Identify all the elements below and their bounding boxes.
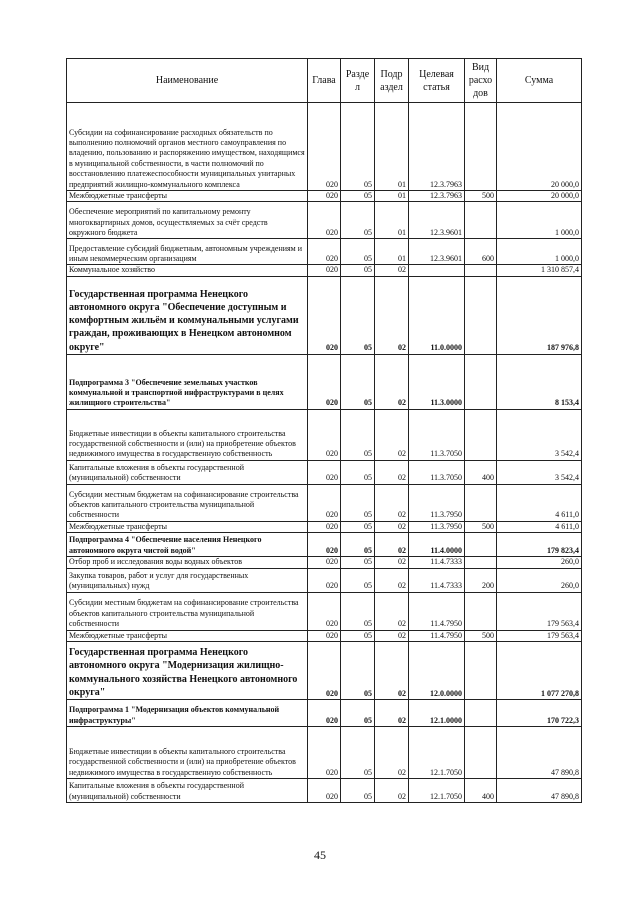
row-name: Бюджетные инвестиции в объекты капитального строительства государственной собственности и (или) на приобретение объектов недвижимого имущества в государственную собственность bbox=[67, 409, 308, 460]
row-section: 05 bbox=[341, 409, 375, 460]
row-subsection: 02 bbox=[375, 630, 409, 641]
row-section: 05 bbox=[341, 779, 375, 803]
row-chapter: 020 bbox=[308, 592, 341, 630]
row-section: 05 bbox=[341, 521, 375, 532]
table-row bbox=[67, 630, 582, 641]
row-amount: 179 563,4 bbox=[497, 592, 582, 630]
row-name: Подпрограмма 3 "Обеспечение земельных участков коммунальной и транспортной инфраструктурами в целях жилищного строительства" bbox=[67, 354, 308, 409]
row-name: Закупка товаров, работ и услуг для государственных (муниципальных) нужд bbox=[67, 568, 308, 592]
row-section: 05 bbox=[341, 533, 375, 557]
row-target: 11.3.7950 bbox=[409, 484, 465, 521]
row-amount: 1 000,0 bbox=[497, 202, 582, 239]
row-target: 11.3.7950 bbox=[409, 521, 465, 532]
header-row bbox=[67, 59, 582, 103]
row-section: 05 bbox=[341, 239, 375, 265]
row-subsection: 02 bbox=[375, 568, 409, 592]
row-target bbox=[409, 265, 465, 276]
row-expense-type: 200 bbox=[465, 568, 497, 592]
row-expense-type bbox=[465, 533, 497, 557]
row-name: Отбор проб и исследования воды водных объектов bbox=[67, 557, 308, 568]
table-row bbox=[67, 409, 582, 460]
row-chapter: 020 bbox=[308, 533, 341, 557]
row-expense-type bbox=[465, 265, 497, 276]
row-expense-type bbox=[465, 103, 497, 191]
table-row bbox=[67, 202, 582, 239]
row-name: Обеспечение мероприятий по капитальному ремонту многоквартирных домов, осуществляемых за счёт средств окружного бюджета bbox=[67, 202, 308, 239]
row-section: 05 bbox=[341, 202, 375, 239]
row-section: 05 bbox=[341, 700, 375, 727]
row-chapter: 020 bbox=[308, 460, 341, 484]
row-subsection: 02 bbox=[375, 533, 409, 557]
row-chapter: 020 bbox=[308, 700, 341, 727]
row-subsection: 02 bbox=[375, 557, 409, 568]
table-row bbox=[67, 557, 582, 568]
row-amount: 260,0 bbox=[497, 557, 582, 568]
row-name: Межбюджетные трансферты bbox=[67, 521, 308, 532]
row-section: 05 bbox=[341, 557, 375, 568]
table-row bbox=[67, 727, 582, 779]
row-section: 05 bbox=[341, 191, 375, 202]
table-row bbox=[67, 592, 582, 630]
row-name: Государственная программа Ненецкого автономного округа "Обеспечение доступным и комфортным жильём и коммунальными услугами граждан, проживающих в Ненецком автономном округе" bbox=[67, 276, 308, 354]
row-subsection: 02 bbox=[375, 354, 409, 409]
table-body bbox=[67, 103, 582, 803]
header-name: Наименование bbox=[67, 59, 308, 103]
row-name: Субсидии местным бюджетам на софинансирование строительства объектов капитального строительства муниципальной собственности bbox=[67, 484, 308, 521]
table-row bbox=[67, 239, 582, 265]
row-subsection: 01 bbox=[375, 191, 409, 202]
row-target: 12.0.0000 bbox=[409, 642, 465, 700]
row-chapter: 020 bbox=[308, 409, 341, 460]
row-chapter: 020 bbox=[308, 103, 341, 191]
row-name: Межбюджетные трансферты bbox=[67, 191, 308, 202]
row-amount: 20 000,0 bbox=[497, 103, 582, 191]
row-subsection: 02 bbox=[375, 276, 409, 354]
row-section: 05 bbox=[341, 642, 375, 700]
row-name: Государственная программа Ненецкого автономного округа "Модернизация жилищно-коммунального хозяйства Ненецкого автономного округа" bbox=[67, 642, 308, 700]
row-chapter: 020 bbox=[308, 557, 341, 568]
row-target: 11.4.7950 bbox=[409, 630, 465, 641]
row-name: Подпрограмма 1 "Модернизация объектов коммунальной инфраструктуры" bbox=[67, 700, 308, 727]
row-section: 05 bbox=[341, 103, 375, 191]
row-section: 05 bbox=[341, 630, 375, 641]
row-amount: 4 611,0 bbox=[497, 484, 582, 521]
row-name: Капитальные вложения в объекты государственной (муниципальной) собственности bbox=[67, 460, 308, 484]
row-name: Субсидии местным бюджетам на софинансирование строительства объектов капитального строительства муниципальной собственности bbox=[67, 592, 308, 630]
table-row bbox=[67, 521, 582, 532]
row-expense-type: 500 bbox=[465, 630, 497, 641]
row-section: 05 bbox=[341, 592, 375, 630]
header-target: Целевая статья bbox=[409, 59, 465, 103]
row-subsection: 02 bbox=[375, 484, 409, 521]
row-section: 05 bbox=[341, 276, 375, 354]
row-expense-type bbox=[465, 727, 497, 779]
row-expense-type bbox=[465, 202, 497, 239]
row-expense-type: 600 bbox=[465, 239, 497, 265]
row-subsection: 01 bbox=[375, 202, 409, 239]
row-chapter: 020 bbox=[308, 779, 341, 803]
row-expense-type bbox=[465, 276, 497, 354]
row-expense-type: 400 bbox=[465, 779, 497, 803]
table-row bbox=[67, 103, 582, 191]
row-name: Коммунальное хозяйство bbox=[67, 265, 308, 276]
row-expense-type bbox=[465, 592, 497, 630]
row-section: 05 bbox=[341, 354, 375, 409]
row-name: Субсидии на софинансирование расходных обязательств по выполнению полномочий органов местного самоуправления по владению, пользованию и распоряжению имуществом, находящимся в муниципальной собственности, в части полномочий по восстановлению платежеспособности муниципальных унитарных предприятий жилищно-коммунального комплекса bbox=[67, 103, 308, 191]
row-target: 12.3.7963 bbox=[409, 191, 465, 202]
row-expense-type bbox=[465, 642, 497, 700]
table-row bbox=[67, 354, 582, 409]
row-section: 05 bbox=[341, 265, 375, 276]
table-row bbox=[67, 700, 582, 727]
row-amount: 1 000,0 bbox=[497, 239, 582, 265]
table-row bbox=[67, 191, 582, 202]
row-chapter: 020 bbox=[308, 568, 341, 592]
header-chapter: Глава bbox=[308, 59, 341, 103]
row-chapter: 020 bbox=[308, 521, 341, 532]
row-target: 12.3.9601 bbox=[409, 202, 465, 239]
row-name: Подпрограмма 4 "Обеспечение населения Ненецкого автономного округа чистой водой" bbox=[67, 533, 308, 557]
row-section: 05 bbox=[341, 460, 375, 484]
row-chapter: 020 bbox=[308, 191, 341, 202]
row-amount: 170 722,3 bbox=[497, 700, 582, 727]
row-amount: 3 542,4 bbox=[497, 409, 582, 460]
row-target: 11.4.7333 bbox=[409, 568, 465, 592]
row-subsection: 02 bbox=[375, 592, 409, 630]
row-section: 05 bbox=[341, 484, 375, 521]
row-expense-type bbox=[465, 700, 497, 727]
row-section: 05 bbox=[341, 568, 375, 592]
row-subsection: 02 bbox=[375, 265, 409, 276]
row-expense-type: 500 bbox=[465, 191, 497, 202]
row-amount: 187 976,8 bbox=[497, 276, 582, 354]
budget-table bbox=[66, 58, 582, 803]
row-amount: 8 153,4 bbox=[497, 354, 582, 409]
row-chapter: 020 bbox=[308, 239, 341, 265]
row-amount: 179 563,4 bbox=[497, 630, 582, 641]
row-expense-type: 400 bbox=[465, 460, 497, 484]
row-amount: 260,0 bbox=[497, 568, 582, 592]
row-section: 05 bbox=[341, 727, 375, 779]
header-expense-type: Вид расхо дов bbox=[465, 59, 497, 103]
row-amount: 47 890,8 bbox=[497, 779, 582, 803]
row-target: 12.1.7050 bbox=[409, 779, 465, 803]
row-subsection: 01 bbox=[375, 103, 409, 191]
header-amount: Сумма bbox=[497, 59, 582, 103]
table-row bbox=[67, 779, 582, 803]
row-target: 11.3.0000 bbox=[409, 354, 465, 409]
table-row bbox=[67, 642, 582, 700]
row-subsection: 01 bbox=[375, 239, 409, 265]
row-target: 11.4.0000 bbox=[409, 533, 465, 557]
row-subsection: 02 bbox=[375, 642, 409, 700]
row-name: Капитальные вложения в объекты государственной (муниципальной) собственности bbox=[67, 779, 308, 803]
row-subsection: 02 bbox=[375, 727, 409, 779]
row-subsection: 02 bbox=[375, 779, 409, 803]
row-chapter: 020 bbox=[308, 265, 341, 276]
row-amount: 4 611,0 bbox=[497, 521, 582, 532]
row-subsection: 02 bbox=[375, 460, 409, 484]
row-chapter: 020 bbox=[308, 642, 341, 700]
row-amount: 3 542,4 bbox=[497, 460, 582, 484]
row-target: 11.3.7050 bbox=[409, 460, 465, 484]
table-row bbox=[67, 568, 582, 592]
table-row bbox=[67, 460, 582, 484]
row-chapter: 020 bbox=[308, 354, 341, 409]
table-row bbox=[67, 533, 582, 557]
row-amount: 1 310 857,4 bbox=[497, 265, 582, 276]
row-name: Межбюджетные трансферты bbox=[67, 630, 308, 641]
row-amount: 47 890,8 bbox=[497, 727, 582, 779]
row-name: Бюджетные инвестиции в объекты капитального строительства государственной собственности и (или) на приобретение объектов недвижимого имущества в государственную собственность bbox=[67, 727, 308, 779]
row-expense-type: 500 bbox=[465, 521, 497, 532]
row-target: 11.3.7050 bbox=[409, 409, 465, 460]
row-target: 12.3.7963 bbox=[409, 103, 465, 191]
page-number: 45 bbox=[314, 848, 326, 862]
row-expense-type bbox=[465, 484, 497, 521]
row-chapter: 020 bbox=[308, 202, 341, 239]
row-chapter: 020 bbox=[308, 727, 341, 779]
row-chapter: 020 bbox=[308, 630, 341, 641]
row-subsection: 02 bbox=[375, 700, 409, 727]
row-name: Предоставление субсидий бюджетным, автономным учреждениям и иным некоммерческим организациям bbox=[67, 239, 308, 265]
row-amount: 1 077 270,8 bbox=[497, 642, 582, 700]
row-target: 11.0.0000 bbox=[409, 276, 465, 354]
row-amount: 20 000,0 bbox=[497, 191, 582, 202]
row-subsection: 02 bbox=[375, 409, 409, 460]
row-target: 12.1.7050 bbox=[409, 727, 465, 779]
row-chapter: 020 bbox=[308, 484, 341, 521]
table-row bbox=[67, 484, 582, 521]
row-target: 11.4.7950 bbox=[409, 592, 465, 630]
row-expense-type bbox=[465, 354, 497, 409]
row-subsection: 02 bbox=[375, 521, 409, 532]
row-expense-type bbox=[465, 557, 497, 568]
row-amount: 179 823,4 bbox=[497, 533, 582, 557]
row-target: 12.1.0000 bbox=[409, 700, 465, 727]
header-subsection: Подр аздел bbox=[375, 59, 409, 103]
table-row bbox=[67, 276, 582, 354]
header-section: Разде л bbox=[341, 59, 375, 103]
table-row bbox=[67, 265, 582, 276]
row-target: 11.4.7333 bbox=[409, 557, 465, 568]
row-expense-type bbox=[465, 409, 497, 460]
row-chapter: 020 bbox=[308, 276, 341, 354]
row-target: 12.3.9601 bbox=[409, 239, 465, 265]
